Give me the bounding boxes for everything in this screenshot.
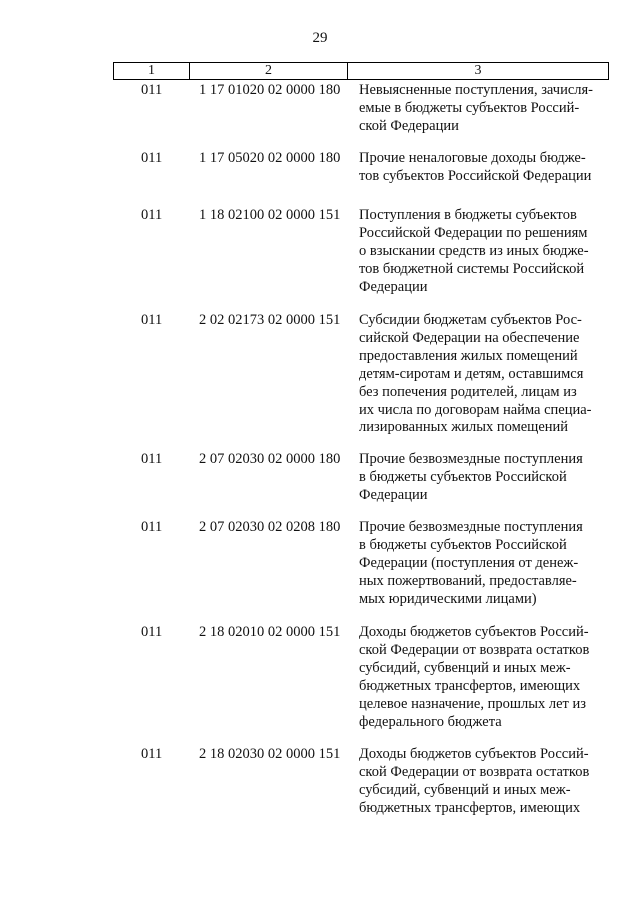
- description-line: емые в бюджеты субъектов Россий-: [359, 99, 580, 116]
- description-line: Прочие неналоговые доходы бюдже-: [359, 150, 586, 166]
- budget-code: 2 07 02030 02 0000 180: [199, 451, 341, 467]
- description: [359, 451, 609, 505]
- description-line: в бюджеты субъектов Российской: [359, 468, 567, 485]
- admin-code: 011: [141, 519, 163, 535]
- budget-code: 2 18 02030 02 0000 151: [199, 746, 341, 762]
- description-line: Прочие безвозмездные поступления: [359, 519, 583, 535]
- description-line: лизированных жилых помещений: [359, 419, 569, 436]
- admin-code: 011: [141, 451, 163, 467]
- description-line: бюджетных трансфертов, имеющих: [359, 799, 581, 816]
- header-col-1: 1: [114, 63, 190, 79]
- description: [359, 312, 609, 437]
- description-line: Прочие безвозмездные поступления: [359, 451, 583, 467]
- table-header: [113, 62, 609, 80]
- description-line: без попечения родителей, лицам из: [359, 383, 577, 400]
- budget-code: 1 17 01020 02 0000 180: [199, 82, 341, 98]
- description-line: Доходы бюджетов субъектов Россий-: [359, 624, 589, 640]
- description-line: субсидий, субвенций и иных меж-: [359, 659, 571, 676]
- description: [359, 624, 609, 731]
- budget-code: 2 02 02173 02 0000 151: [199, 312, 341, 328]
- description-line: ных пожертвований, предоставляе-: [359, 572, 577, 589]
- description-line: федерального бюджета: [359, 713, 502, 730]
- description-line: Российской Федерации по решениям: [359, 224, 588, 241]
- description-line: Доходы бюджетов субъектов Россий-: [359, 746, 589, 762]
- description-line: Федерации: [359, 486, 428, 503]
- description-line: бюджетных трансфертов, имеющих: [359, 677, 581, 694]
- description: [359, 207, 609, 297]
- admin-code: 011: [141, 312, 163, 328]
- budget-code: 1 17 05020 02 0000 180: [199, 150, 341, 166]
- description-line: Субсидии бюджетам субъектов Рос-: [359, 312, 582, 328]
- description-line: Невыясненные поступления, зачисля-: [359, 82, 593, 98]
- description-line: детям-сиротам и детям, оставшимся: [359, 365, 584, 382]
- admin-code: 011: [141, 82, 163, 98]
- description: [359, 746, 609, 818]
- header-col-3: 3: [474, 63, 482, 78]
- description-line: в бюджеты субъектов Российской: [359, 536, 567, 553]
- description-line: ской Федерации от возврата остатков: [359, 641, 590, 658]
- description-line: предоставления жилых помещений: [359, 347, 578, 364]
- description-line: Поступления в бюджеты субъектов: [359, 207, 577, 223]
- budget-code: 2 07 02030 02 0208 180: [199, 519, 341, 535]
- description-line: тов субъектов Российской Федерации: [359, 167, 592, 184]
- admin-code: 011: [141, 150, 163, 166]
- description-line: Федерации: [359, 278, 428, 295]
- page-number: 29: [312, 30, 328, 46]
- description: [359, 82, 609, 136]
- description: [359, 519, 609, 609]
- header-col-2: 2: [190, 63, 348, 79]
- description-line: сийской Федерации на обеспечение: [359, 329, 580, 346]
- admin-code: 011: [141, 207, 163, 223]
- description-line: целевое назначение, прошлых лет из: [359, 695, 586, 712]
- description-line: о взыскании средств из иных бюдже-: [359, 242, 589, 259]
- description-line: тов бюджетной системы Российской: [359, 260, 585, 277]
- budget-code: 1 18 02100 02 0000 151: [199, 207, 341, 223]
- description-line: мых юридическими лицами): [359, 590, 537, 607]
- admin-code: 011: [141, 746, 163, 762]
- description-line: субсидий, субвенций и иных меж-: [359, 781, 571, 798]
- budget-code: 2 18 02010 02 0000 151: [199, 624, 341, 640]
- description: [359, 150, 609, 186]
- description-line: ской Федерации от возврата остатков: [359, 763, 590, 780]
- description-line: ской Федерации: [359, 117, 459, 134]
- description-line: Федерации (поступления от денеж-: [359, 554, 579, 571]
- description-line: их числа по договорам найма специа-: [359, 401, 592, 418]
- admin-code: 011: [141, 624, 163, 640]
